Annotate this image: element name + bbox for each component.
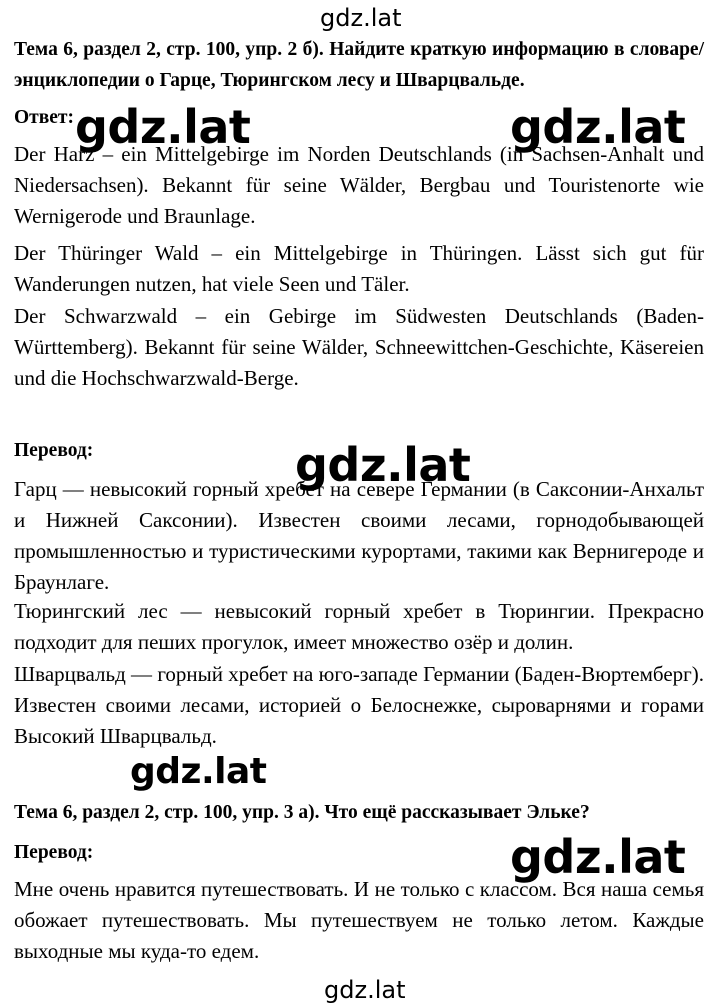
watermark-bottom: gdz.lat bbox=[324, 976, 406, 1004]
exercise-heading-2: Тема 6, раздел 2, стр. 100, упр. 3 а). Что ещё рассказывает Эльке? bbox=[14, 802, 590, 823]
watermark-top: gdz.lat bbox=[320, 4, 402, 32]
answer-paragraph-harz: Der Harz – ein Mittelgebirge im Norden Deutschlands (in Sachsen-Anhalt und Niedersachsen). Bekannt für seine Wälder, Bergbau und Touristenorte wie Wernigerode und Braunlage. bbox=[14, 142, 704, 228]
translation-paragraph-thueringer-wald: Тюрингский лес — невысокий горный хребет в Тюрингии. Прекрасно подходит для пеших прогулок, имеет множество озёр и долин. bbox=[14, 599, 704, 654]
translation-paragraph-elke: Мне очень нравится путешествовать. И не только с классом. Вся наша семья обожает путешествовать. Мы путешествуем не только летом. Каждые выходные мы куда-то едем. bbox=[14, 877, 704, 963]
answer-paragraph-schwarzwald: Der Schwarzwald – ein Gebirge im Südwesten Deutschlands (Baden-Württemberg). Bekannt für seine Wälder, Schneewittchen-Geschichte, Käsereien und die Hochschwarzwald-Berge. bbox=[14, 304, 704, 390]
watermark-center: gdz.lat bbox=[295, 438, 471, 492]
watermark-left: gdz.lat bbox=[75, 100, 251, 154]
translation-paragraph-schwarzwald: Шварцвальд — горный хребет на юго-западе Германии (Баден-Вюртемберг). Известен своими лесами, историей о Белоснежке, сыроварнями и горами Высокий Шварцвальд. bbox=[14, 662, 704, 748]
translation-paragraph-harz: Гарц — невысокий горный хребет на севере Германии (в Саксонии-Анхальт и Нижней Саксонии). Известен своими лесами, горнодобывающей промышленностью и туристическими курортами, такими как Вернигероде и Браунлаге. bbox=[14, 477, 704, 594]
translation-label-1: Перевод: bbox=[14, 440, 94, 461]
watermark-right: gdz.lat bbox=[510, 100, 686, 154]
answer-paragraph-thueringer-wald: Der Thüringer Wald – ein Mittelgebirge in Thüringen. Lässt sich gut für Wanderungen nutzen, hat viele Seen und Täler. bbox=[14, 241, 704, 296]
translation-label-2: Перевод: bbox=[14, 842, 94, 863]
watermark-lower-right: gdz.lat bbox=[510, 830, 686, 884]
answer-label: Ответ: bbox=[14, 107, 75, 128]
watermark-lower-left: gdz.lat bbox=[130, 751, 267, 792]
exercise-heading-1: Тема 6, раздел 2, стр. 100, упр. 2 б). Найдите краткую информацию в словаре/энциклопедии о Гарце, Тюрингском лесу и Шварцвальде. bbox=[14, 39, 704, 91]
